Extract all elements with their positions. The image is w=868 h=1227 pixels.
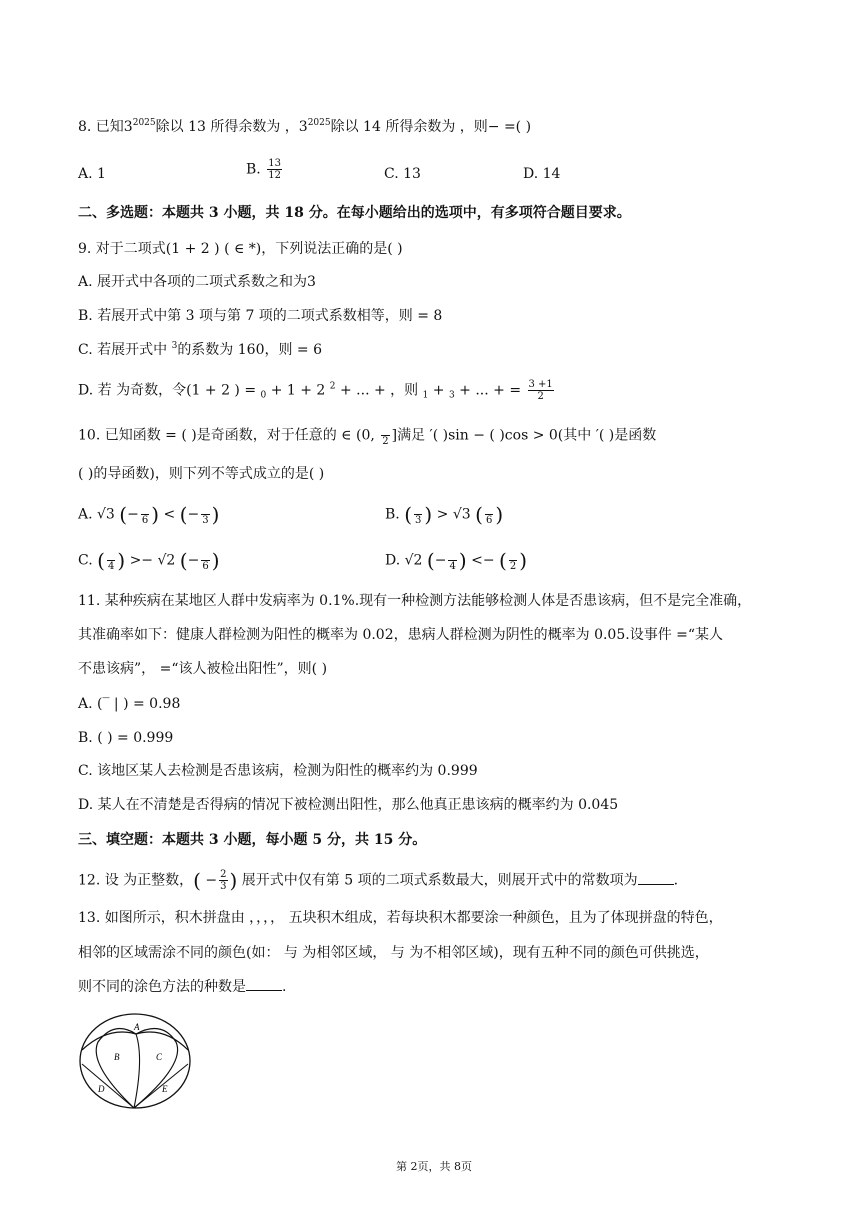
q12-stem: 12. 设 为正整数，( − $\frac{2}{3}$ ) 展开式中仅有第 5 项的二项式系数最大，则展开式中的常数项为 . — [78, 868, 679, 893]
q8-option-a: A. 1 — [78, 166, 106, 182]
q9-option-b: B. 若展开式中第 3 项与第 7 项的二项式系数相等，则 = 8 — [78, 308, 443, 324]
label-a: A — [134, 1022, 140, 1032]
q9-option-a: A. 展开式中各项的二项式系数之和为3 — [78, 274, 316, 290]
q13-stem-line1: 13. 如图所示，积木拼盘由 ，，，， 五块积木组成，若每块积木都要涂一种颜色，且为了体现拼盘的特色， — [78, 910, 723, 926]
q10-options-cd — [78, 549, 778, 579]
q10-option-c: C. ( 4 ) >− √2 (− 6 ) — [78, 548, 220, 573]
q9-option-c: C. 若展开式中 $^3$的系数为 160，则 = 6 — [78, 341, 323, 358]
q9-stem: 9. 对于二项式(1 + 2 ) ( ∈ *)，下列说法正确的是( ) — [78, 241, 403, 257]
q11-option-d: D. 某人在不清楚是否得病的情况下被检测出阳性，那么他真正患该病的概率约为 0.045 — [78, 797, 619, 813]
q12-answer-blank[interactable] — [638, 870, 674, 885]
q11-option-b: B. ( ) = 0.999 — [78, 730, 174, 746]
q13-answer-blank[interactable] — [246, 976, 282, 991]
label-e: E — [162, 1084, 168, 1094]
curve-middle — [134, 1034, 140, 1108]
page-footer: 第 2页，共 8页 — [396, 1160, 472, 1173]
q11-stem-line1: 11. 某种疾病在某地区人群中发病率为 0.1%.现有一种检测方法能够检测人体是否患该病，但不是完全准确， — [78, 593, 752, 609]
q10-option-a: A. √3 (− 6 ) < (− 3 ) — [78, 502, 220, 527]
section-3-heading: 三、填空题：本题共 3 小题，每小题 5 分，共 15 分。 — [78, 832, 427, 848]
arc-a-boundary — [82, 1032, 188, 1050]
q11-option-a: A. (‾ | ) = 0.98 — [78, 696, 181, 712]
section-2-heading: 二、多选题：本题共 3 小题，共 18 分。在每小题给出的选项中，有多项符合题目要求。 — [78, 205, 631, 221]
q11-option-c: C. 该地区某人去检测是否患该病，检测为阳性的概率约为 0.999 — [78, 763, 478, 779]
q10-option-d: D. √2 (− 4 ) <− ( 2 ) — [385, 548, 528, 573]
q8-stem: 8. 已知$3^{2025}$除以 13 所得余数为 ，$3^{2025}$除以 14 所得余数为 ，则− =( ) — [78, 118, 532, 135]
q8-option-d: D. 14 — [523, 166, 561, 182]
label-c: C — [156, 1052, 163, 1062]
q11-stem-line3: 不患该病”， =“该人被检出阳性”，则( ) — [78, 661, 328, 677]
q8-options — [78, 158, 778, 192]
block-puzzle-figure — [78, 1012, 198, 1118]
curve-b — [96, 1029, 136, 1108]
q8-option-c: C. 13 — [384, 166, 421, 182]
q13-stem-line2: 相邻的区域需涂不同的颜色(如： 与 为相邻区域， 与 为不相邻区域)，现有五种不同的颜色可供挑选， — [78, 945, 709, 961]
block-puzzle-diagram — [78, 1012, 198, 1114]
q10-options-ab — [78, 503, 778, 533]
q9-option-d: D. 若 为奇数，令(1 + 2 ) = $_0$ + 1 + 2 $^2$ + ... + ，则 $_1$ + $_3$ + ... + = $\frac{3 +1}{2}$ — [78, 379, 553, 402]
q10-stem-line1: 10. 已知函数 = ( )是奇函数，对于任意的 ∈ (0, 2 ]满足 ′( )sin − ( )cos > 0(其中 ′( )是函数 — [78, 424, 656, 447]
q8-option-b: B. $\frac{13}{12}$ — [246, 158, 281, 181]
line-e — [134, 1064, 188, 1108]
q10-option-b: B. ( 3 ) > √3 ( 6 ) — [385, 502, 504, 527]
q11-stem-line2: 其准确率如下：健康人群检测为阳性的概率为 0.02，患病人群检测为阴性的概率为 0.05.设事件 =“某人 — [78, 627, 724, 643]
label-b: B — [114, 1052, 120, 1062]
q13-stem-line3: 则不同的涂色方法的种数是 . — [78, 976, 286, 997]
label-d: D — [98, 1084, 105, 1094]
q10-stem-line2: ( )的导函数)，则下列不等式成立的是( ) — [78, 466, 325, 482]
